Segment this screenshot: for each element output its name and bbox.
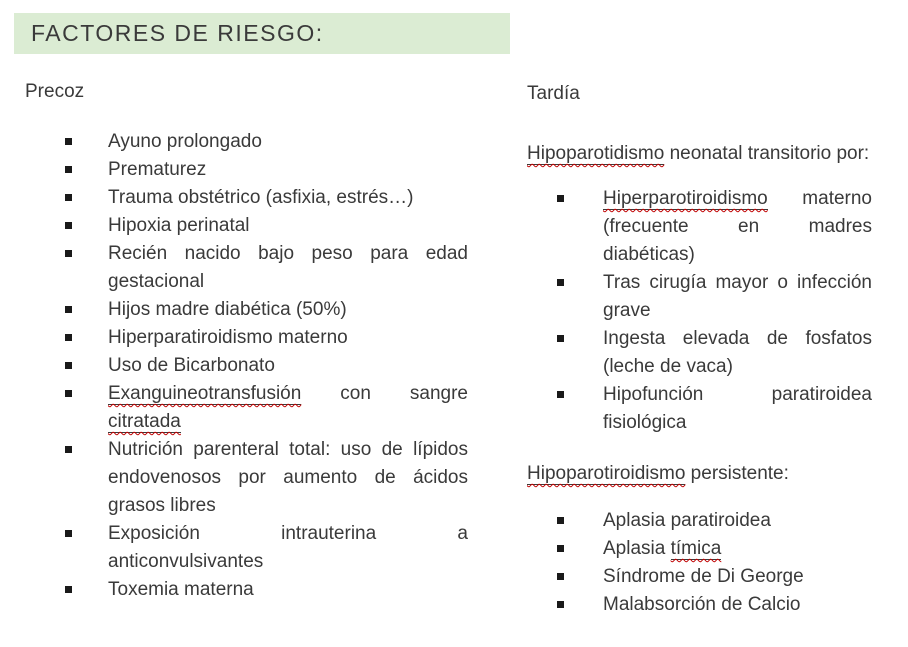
list-item-text [603,594,801,615]
text-segment: Ingesta elevada de fosfatos (leche de vaca) [603,328,872,377]
square-bullet-icon [65,586,72,593]
transient-factors-list [527,185,872,437]
list-item-text [108,243,468,292]
underlined-misspelled-word: tímica [670,538,722,559]
text-segment: Prematurez [108,159,207,180]
section-title: FACTORES DE RIESGO: [31,20,324,46]
square-bullet-icon [557,517,564,524]
early-factors-list [14,128,468,604]
list-item [527,591,872,619]
list-item [527,269,872,325]
left-column [14,78,468,604]
list-item [14,212,468,240]
underlined-misspelled-word: Exanguineotransfusión [108,383,302,404]
text-segment: Aplasia [603,538,671,559]
list-item [14,352,468,380]
square-bullet-icon [65,530,72,537]
list-item-text [108,327,348,348]
list-item [14,296,468,324]
square-bullet-icon [557,195,564,202]
square-bullet-icon [65,306,72,313]
right-column [527,80,872,619]
square-bullet-icon [65,222,72,229]
list-item-text [108,579,254,600]
square-bullet-icon [557,279,564,286]
list-item [14,520,468,576]
square-bullet-icon [65,138,72,145]
text-segment: Exposición intrauterina a anticonvulsivantes [108,523,468,572]
list-item-text [603,538,721,560]
list-item-text [108,187,414,208]
list-item-text [108,355,275,376]
list-item-text [108,383,468,433]
text-segment: Recién nacido bajo peso para edad gestacional [108,243,468,292]
list-item [527,381,872,437]
list-item-text [603,566,804,587]
text-segment: Síndrome de Di George [603,566,804,587]
list-item-text [108,439,468,516]
list-item [14,436,468,520]
text-segment: con sangre [301,383,468,404]
list-item [527,325,872,381]
text-segment: Malabsorción de Calcio [603,594,801,615]
text-segment: Toxemia materna [108,579,254,600]
list-item-text [603,328,872,377]
text-segment: Hiperparatiroidismo materno [108,327,348,348]
list-item-text [603,384,872,433]
underlined-misspelled-word: Hiperparotiroidismo [603,188,768,209]
text-segment: Trauma obstétrico (asfixia, estrés…) [108,187,414,208]
persistent-factors-list [527,507,872,619]
square-bullet-icon [557,573,564,580]
list-item [527,185,872,269]
list-item-text [108,215,250,236]
text-segment: Hipofunción paratiroidea fisiológica [603,384,872,433]
square-bullet-icon [65,250,72,257]
list-item-text [108,131,262,152]
square-bullet-icon [557,335,564,342]
transient-lead-paragraph [527,140,872,168]
underlined-misspelled-word: Hipoparotidismo [527,143,665,164]
list-item-text [603,272,872,321]
right-column-heading: Tardía [527,83,580,104]
text-segment: persistente: [685,463,789,484]
square-bullet-icon [65,446,72,453]
text-segment: materno (frecuente en madres diabéticas) [603,188,872,265]
list-item-text [603,188,872,265]
underlined-misspelled-word: Hipoparotiroidismo [527,463,686,484]
list-item-text [108,159,206,180]
square-bullet-icon [557,391,564,398]
text-segment: Uso de Bicarbonato [108,355,275,376]
list-item [527,535,872,563]
list-item [14,576,468,604]
square-bullet-icon [557,601,564,608]
underlined-misspelled-word: citratada [108,411,181,432]
square-bullet-icon [557,545,564,552]
square-bullet-icon [65,334,72,341]
square-bullet-icon [65,194,72,201]
list-item-text [603,510,771,531]
list-item-text [108,523,468,572]
text-segment: Hijos madre diabética (50%) [108,299,347,320]
text-segment: neonatal transitorio por: [664,143,870,164]
text-segment: Nutrición parenteral total: uso de lípidos endovenosos por aumento de ácidos grasos libres [108,439,468,516]
list-item-text [108,299,347,320]
list-item [14,240,468,296]
text-segment: Hipoxia perinatal [108,215,250,236]
section-header-banner [14,13,510,54]
text-segment: Aplasia paratiroidea [603,510,771,531]
list-item [527,563,872,591]
text-segment: Ayuno prolongado [108,131,262,152]
square-bullet-icon [65,362,72,369]
text-segment: Tras cirugía mayor o infección grave [603,272,872,321]
left-column-heading: Precoz [25,81,85,102]
persistent-lead-paragraph [527,460,872,488]
square-bullet-icon [65,166,72,173]
list-item [14,156,468,184]
list-item [14,324,468,352]
list-item [14,184,468,212]
square-bullet-icon [65,390,72,397]
list-item [14,380,468,436]
list-item [14,128,468,156]
list-item [527,507,872,535]
